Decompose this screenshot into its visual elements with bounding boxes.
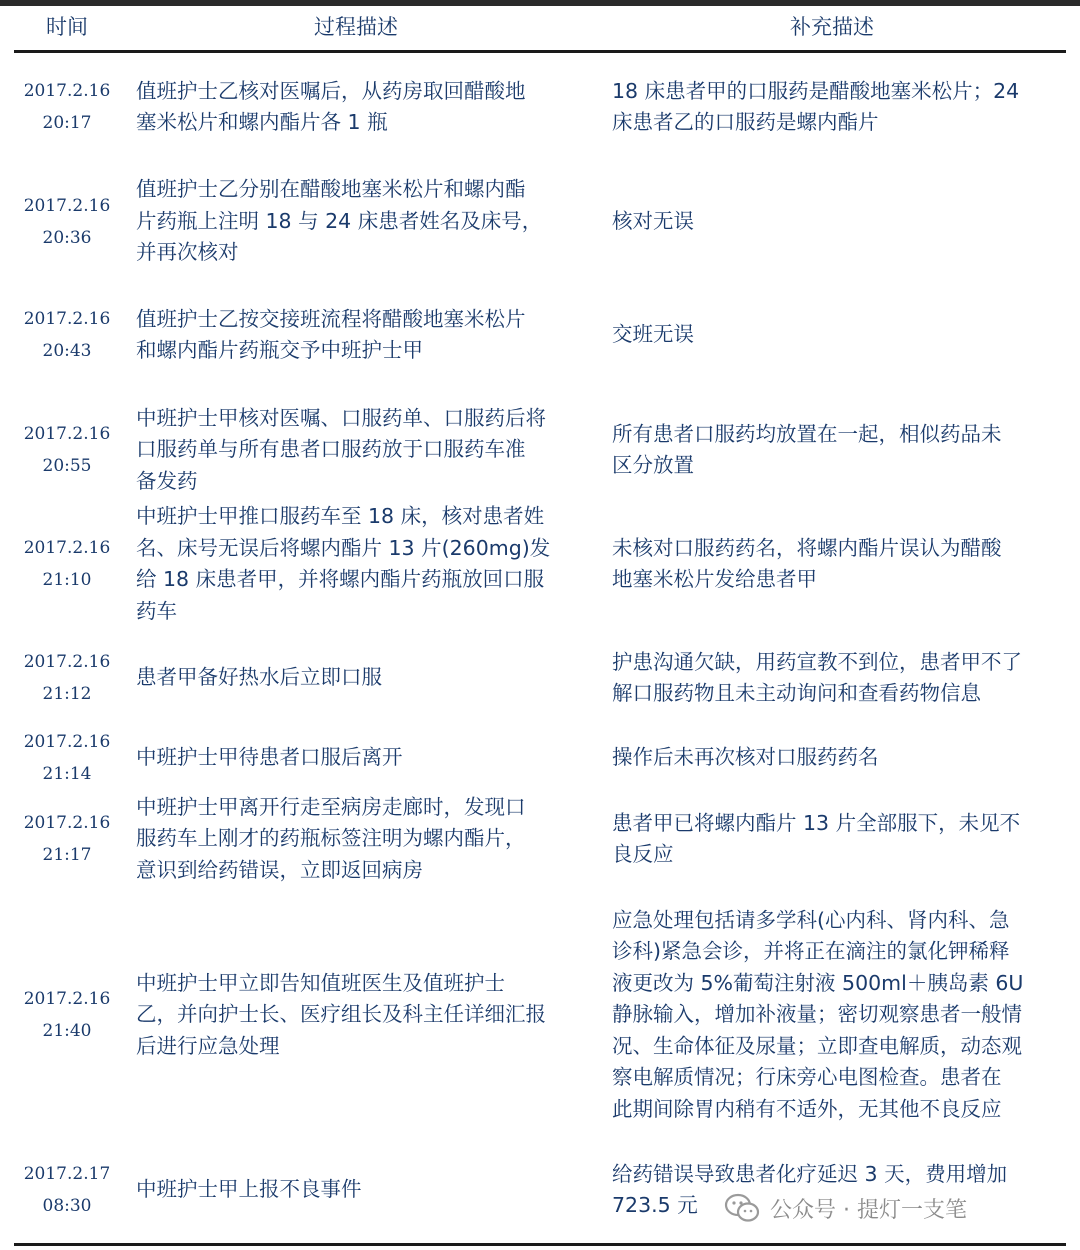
date-text: 2017.2.17 — [23, 1164, 111, 1184]
top-border — [0, 0, 1080, 6]
table-row — [14, 303, 1066, 367]
clock-text: 21:17 — [42, 845, 92, 865]
wechat-icon — [724, 1193, 760, 1223]
process-text: 中班护士甲推口服药车至 18 床，核对患者姓 名、床号无误后将螺内酯片 13 片(260mg)发 给 18 床患者甲，并将螺内酯片药瓶放回口服 药车 — [136, 504, 551, 623]
process-text: 值班护士乙按交接班流程将醋酸地塞米松片 和螺内酯片药瓶交予中班护士甲 — [136, 306, 526, 362]
date-text: 2017.2.16 — [23, 424, 111, 444]
date-text: 2017.2.16 — [23, 652, 111, 672]
time-cell — [14, 1158, 120, 1222]
date-text: 2017.2.16 — [23, 732, 111, 752]
table-row — [14, 402, 1066, 498]
date-text: 2017.2.16 — [23, 195, 111, 216]
watermark — [724, 1190, 967, 1226]
supplement-text: 未核对口服药药名，将螺内酯片误认为醋酸 地塞米松片发给患者甲 — [612, 535, 1002, 591]
supplement-text: 操作后未再次核对口服药药名 — [612, 745, 879, 770]
supplement-text: 护患沟通欠缺，用药宣教不到位，患者甲不了 解口服药物且未主动询问和查看药物信息 — [612, 649, 1022, 705]
clock-text: 21:40 — [42, 1021, 92, 1041]
time-cell — [14, 902, 120, 1128]
header-supplement: 补充描述 — [790, 15, 874, 39]
time-cell — [14, 402, 120, 498]
clock-text: 21:14 — [42, 764, 92, 784]
process-text: 中班护士甲上报不良事件 — [136, 1177, 362, 1202]
time-cell — [14, 791, 120, 887]
table-row — [14, 174, 1066, 269]
header-process: 过程描述 — [314, 15, 398, 39]
process-text: 值班护士乙分别在醋酸地塞米松片和螺内酯 片药瓶上注明 18 与 24 床患者姓名及床号， 并再次核对 — [136, 177, 543, 265]
watermark-text: 公众号 · 提灯一支笔 — [770, 1197, 967, 1223]
clock-text: 21:10 — [42, 570, 92, 590]
time-cell — [14, 174, 120, 269]
bottom-rule — [14, 1243, 1066, 1246]
clock-text: 08:30 — [42, 1196, 92, 1216]
time-cell — [14, 726, 120, 790]
process-text: 中班护士甲待患者口服后离开 — [136, 745, 403, 770]
table-row — [14, 645, 1066, 711]
header-rule — [14, 50, 1066, 53]
process-text: 中班护士甲核对医嘱、口服药单、口服药后将 口服药单与所有患者口服药放于口服药车准 备发药 — [136, 405, 546, 493]
date-text: 2017.2.16 — [23, 81, 111, 101]
process-text: 中班护士甲立即告知值班医生及值班护士 乙，并向护士长、医疗组长及科主任详细汇报 后进行应急处理 — [136, 970, 546, 1058]
supplement-text: 给药错误导致患者化疗延迟 3 天，费用增加 723.5 元 — [612, 1161, 1008, 1217]
time-cell — [14, 500, 120, 628]
supplement-text: 所有患者口服药均放置在一起，相似药品未 区分放置 — [612, 421, 1002, 477]
table-row — [14, 726, 1066, 790]
clock-text: 20:55 — [42, 456, 92, 476]
supplement-text: 18 床患者甲的口服药是醋酸地塞米松片；24 床患者乙的口服药是螺内酯片 — [612, 78, 1020, 134]
supplement-text: 核对无误 — [612, 208, 694, 233]
process-text: 患者甲备好热水后立即口服 — [136, 665, 382, 690]
time-cell — [14, 645, 120, 711]
table-row — [14, 902, 1066, 1128]
supplement-text: 应急处理包括请多学科(心内科、肾内科、急 诊科)紧急会诊，并将正在滴注的氯化钾稀释 液更改为 5%葡萄注射液 500ml＋胰岛素 6U 静脉输入，增加补液量；密切观察患者一般情 况、生命体征及尿量；立即查电解质，动态观 察电解质情况；行床旁心电图检查。患者在 此期间除胃内稍有不适外，无其他不良反应 — [612, 907, 1024, 1121]
date-text: 2017.2.16 — [23, 989, 111, 1009]
time-cell — [14, 303, 120, 367]
table-row — [14, 500, 1066, 628]
clock-text: 20:17 — [42, 113, 92, 133]
time-cell — [14, 76, 120, 138]
date-text: 2017.2.16 — [23, 309, 111, 329]
table-row — [14, 76, 1066, 138]
clock-text: 20:43 — [42, 341, 92, 361]
supplement-text: 患者甲已将螺内酯片 13 片全部服下，未见不 良反应 — [612, 810, 1021, 866]
header-time: 时间 — [46, 15, 88, 39]
date-text: 2017.2.16 — [23, 813, 111, 833]
process-text: 值班护士乙核对医嘱后，从药房取回醋酸地 塞米松片和螺内酯片各 1 瓶 — [136, 78, 526, 134]
date-text: 2017.2.16 — [23, 538, 111, 558]
clock-text: 21:12 — [42, 684, 92, 704]
table-row — [14, 791, 1066, 887]
process-text: 中班护士甲离开行走至病房走廊时，发现口 服药车上刚才的药瓶标签注明为螺内酯片， 意识到给药错误，立即返回病房 — [136, 794, 526, 882]
clock-text: 20:36 — [42, 227, 92, 248]
supplement-text: 交班无误 — [612, 322, 694, 347]
